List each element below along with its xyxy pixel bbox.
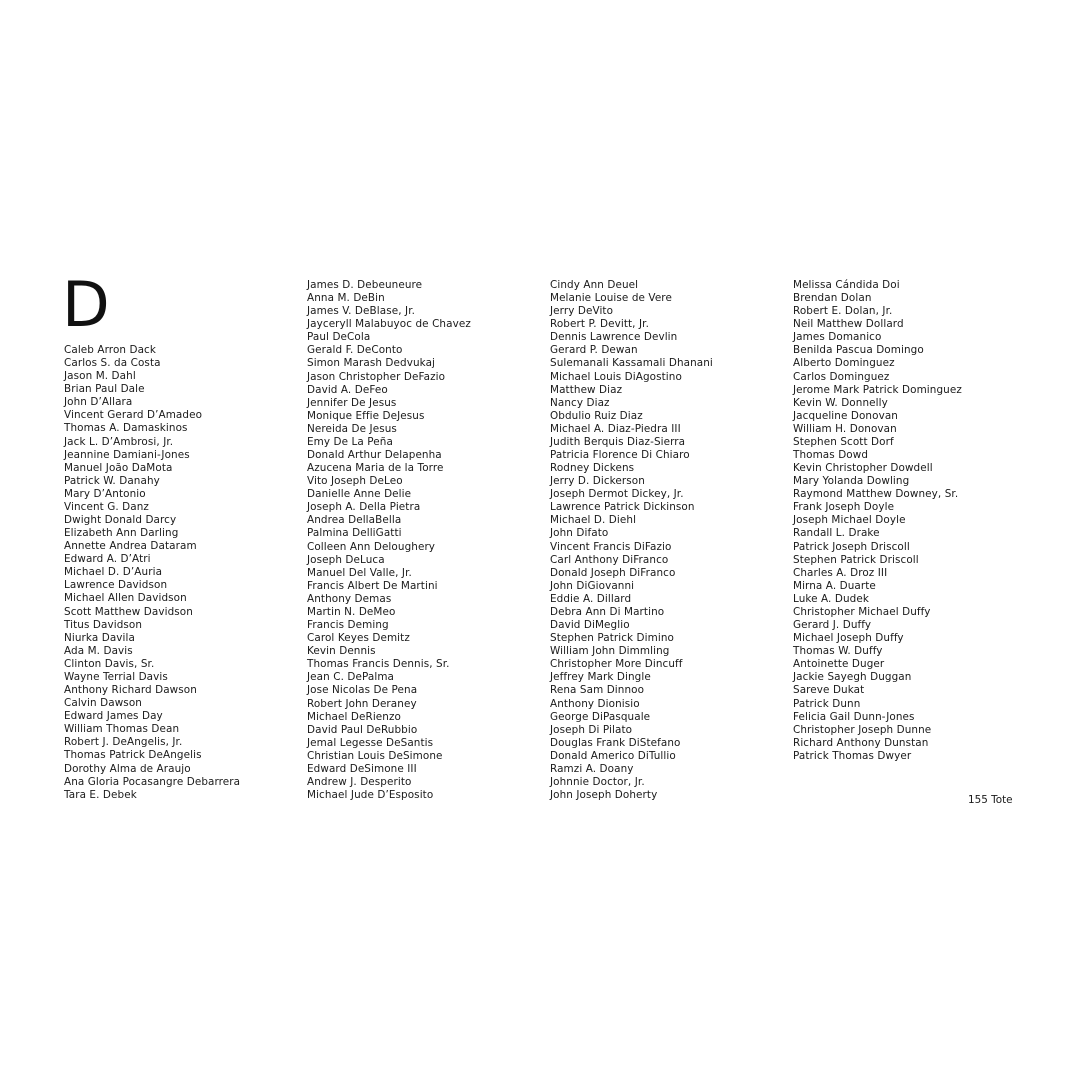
name-entry: Charles A. Droz III — [793, 566, 888, 579]
name-entry: Palmina DelliGatti — [307, 527, 402, 540]
name-entry: Judith Berquis Diaz-Sierra — [550, 435, 686, 448]
name-entry: Obdulio Ruiz Diaz — [550, 409, 643, 422]
name-entry: Carol Keyes Demitz — [307, 632, 410, 645]
name-entry: John DiGiovanni — [550, 579, 635, 592]
name-entry: Jose Nicolas De Pena — [307, 684, 418, 697]
name-column-1 — [64, 344, 240, 802]
name-entry: James V. DeBlase, Jr. — [307, 305, 416, 318]
name-entry: Carl Anthony DiFranco — [550, 553, 669, 566]
name-entry: Raymond Matthew Downey, Sr. — [793, 488, 959, 501]
section-letter: D — [62, 268, 110, 341]
name-entry: Francis Albert De Martini — [307, 579, 438, 592]
name-entry: Felicia Gail Dunn-Jones — [793, 710, 915, 723]
name-entry: Dennis Lawrence Devlin — [550, 331, 678, 344]
name-entry: Anthony Dionisio — [550, 697, 640, 710]
name-entry: Michael A. Diaz-Piedra III — [550, 422, 681, 435]
name-entry: Gerard P. Dewan — [550, 344, 638, 357]
name-entry: Jason M. Dahl — [64, 370, 136, 383]
name-entry: Jason Christopher DeFazio — [307, 370, 446, 383]
name-entry: Michael DeRienzo — [307, 710, 401, 723]
name-entry: Thomas A. Damaskinos — [64, 422, 188, 435]
name-entry: Luke A. Dudek — [793, 592, 869, 605]
name-entry: Andrew J. Desperito — [307, 775, 412, 788]
name-entry: James D. Debeuneure — [307, 279, 423, 291]
name-entry: Paul DeCola — [307, 331, 371, 344]
name-entry: Jerry D. Dickerson — [550, 475, 645, 488]
page-footer — [968, 794, 1013, 807]
name-entry: Rena Sam Dinnoo — [550, 684, 645, 697]
name-entry: Christian Louis DeSimone — [307, 749, 443, 762]
name-entry: Benilda Pascua Domingo — [793, 344, 924, 357]
name-entry: Anna M. DeBin — [307, 292, 385, 305]
name-entry: Vincent G. Danz — [64, 500, 149, 513]
name-entry: Richard Anthony Dunstan — [793, 736, 929, 749]
name-entry: Matthew Diaz — [550, 383, 623, 396]
name-entry: Christopher More Dincuff — [550, 658, 683, 671]
name-entry: Patricia Florence Di Chiaro — [550, 449, 690, 462]
name-entry: Alberto Dominguez — [793, 357, 895, 370]
name-entry: Robert E. Dolan, Jr. — [793, 305, 893, 318]
name-entry: Thomas Patrick DeAngelis — [64, 749, 202, 762]
name-entry: Jerry DeVito — [550, 305, 614, 318]
name-entry: Joseph Di Pilato — [550, 723, 633, 736]
name-entry: Niurka Davila — [64, 631, 135, 644]
name-entry: Ada M. Davis — [64, 644, 133, 657]
name-entry: Robert J. DeAngelis, Jr. — [64, 736, 183, 749]
name-entry: Kevin Dennis — [307, 645, 376, 658]
name-entry: Monique Effie DeJesus — [307, 409, 425, 422]
name-entry: Eddie A. Dillard — [550, 592, 632, 605]
name-entry: Donald Americo DiTullio — [550, 749, 676, 762]
name-entry: George DiPasquale — [550, 710, 651, 723]
name-entry: Vincent Francis DiFazio — [550, 540, 672, 553]
name-entry: Anthony Richard Dawson — [64, 684, 197, 697]
name-entry: William Thomas Dean — [64, 723, 180, 736]
name-entry: Mirna A. Duarte — [793, 579, 876, 592]
name-entry: Carlos S. da Costa — [64, 357, 161, 370]
name-entry: Danielle Anne Delie — [307, 488, 412, 501]
name-entry: Melissa Cándida Doi — [793, 279, 900, 291]
name-entry: Simon Marash Dedvukaj — [307, 357, 436, 370]
name-entry: Stephen Scott Dorf — [793, 435, 894, 448]
name-entry: Antoinette Duger — [793, 658, 885, 671]
name-entry: Thomas W. Duffy — [793, 645, 883, 658]
name-entry: Anthony Demas — [307, 592, 392, 605]
name-entry: Jackie Sayegh Duggan — [793, 671, 912, 684]
name-entry: Debra Ann Di Martino — [550, 605, 665, 618]
name-entry: Sareve Dukat — [793, 684, 865, 697]
name-entry: Michael D. D’Auria — [64, 566, 163, 579]
name-entry: Cindy Ann Deuel — [550, 279, 639, 291]
name-entry: Patrick W. Danahy — [64, 474, 160, 487]
name-entry: Lawrence Patrick Dickinson — [550, 501, 695, 514]
name-entry: Edward DeSimone III — [307, 762, 417, 775]
name-entry: Michael D. Diehl — [550, 514, 637, 527]
name-entry: Johnnie Doctor, Jr. — [550, 775, 645, 788]
name-entry: Jean C. DePalma — [307, 671, 395, 684]
name-entry: Andrea DellaBella — [307, 514, 402, 527]
name-entry: Patrick Joseph Driscoll — [793, 540, 910, 553]
running-footer: Tote — [991, 794, 1013, 806]
name-entry: Brian Paul Dale — [64, 383, 145, 396]
name-entry: Christopher Joseph Dunne — [793, 723, 932, 736]
name-entry: Jennifer De Jesus — [307, 396, 397, 409]
name-entry: Vito Joseph DeLeo — [307, 475, 403, 488]
name-entry: Michael Jude D’Esposito — [307, 789, 434, 802]
name-entry: Jayceryll Malabuyoc de Chavez — [307, 318, 471, 331]
name-entry: Jerome Mark Patrick Dominguez — [793, 383, 962, 396]
name-entry: Dorothy Alma de Araujo — [64, 762, 191, 775]
name-entry: Joseph DeLuca — [307, 553, 385, 566]
name-entry: Stephen Patrick Driscoll — [793, 553, 919, 566]
name-entry: Donald Joseph DiFranco — [550, 566, 676, 579]
name-entry: William H. Donovan — [793, 422, 897, 435]
name-entry: Edward James Day — [64, 710, 163, 723]
name-entry: Patrick Dunn — [793, 697, 861, 710]
name-column-2 — [307, 279, 471, 802]
name-entry: Nereida De Jesus — [307, 422, 397, 435]
name-entry: James Domanico — [793, 331, 882, 344]
name-column-3 — [550, 279, 713, 802]
name-entry: David DiMeglio — [550, 619, 630, 632]
name-entry: Gerard J. Duffy — [793, 619, 872, 632]
name-entry: Wayne Terrial Davis — [64, 670, 168, 683]
name-entry: Colleen Ann Deloughery — [307, 540, 436, 553]
name-entry: Joseph Michael Doyle — [793, 514, 906, 527]
name-entry: William John Dimmling — [550, 645, 670, 658]
name-entry: Stephen Patrick Dimino — [550, 632, 674, 645]
name-entry: Manuel Del Valle, Jr. — [307, 566, 412, 579]
name-entry: Scott Matthew Davidson — [64, 605, 193, 618]
name-entry: Jeffrey Mark Dingle — [550, 671, 651, 684]
name-entry: Melanie Louise de Vere — [550, 292, 672, 305]
name-entry: Azucena Maria de la Torre — [307, 462, 444, 475]
name-entry: Gerald F. DeConto — [307, 344, 403, 357]
name-entry: Neil Matthew Dollard — [793, 318, 904, 331]
name-entry: Michael Joseph Duffy — [793, 632, 904, 645]
name-entry: Kevin W. Donnelly — [793, 396, 888, 409]
name-entry: Randall L. Drake — [793, 527, 880, 540]
name-entry: Joseph A. Della Pietra — [307, 501, 421, 514]
name-entry: Caleb Arron Dack — [64, 344, 156, 356]
name-entry: Thomas Dowd — [793, 449, 869, 462]
name-entry: Mary D’Antonio — [64, 487, 146, 500]
name-entry: Emy De La Peña — [307, 435, 393, 448]
name-entry: Elizabeth Ann Darling — [64, 527, 179, 540]
name-entry: Lawrence Davidson — [64, 579, 168, 592]
name-entry: Robert P. Devitt, Jr. — [550, 318, 649, 331]
name-entry: Kevin Christopher Dowdell — [793, 462, 933, 475]
name-entry: Clinton Davis, Sr. — [64, 657, 155, 670]
name-entry: Titus Davidson — [64, 618, 143, 631]
name-entry: Donald Arthur Delapenha — [307, 449, 442, 462]
name-entry: Edward A. D’Atri — [64, 553, 151, 566]
name-entry: Jeannine Damiani-Jones — [64, 448, 190, 461]
name-entry: John D’Allara — [64, 396, 133, 409]
name-entry: Ramzi A. Doany — [550, 762, 634, 775]
page-number: 155 — [968, 794, 988, 806]
name-entry: Thomas Francis Dennis, Sr. — [307, 658, 450, 671]
name-entry: Patrick Thomas Dwyer — [793, 749, 912, 762]
name-entry: Frank Joseph Doyle — [793, 501, 895, 514]
name-entry: David Paul DeRubbio — [307, 723, 418, 736]
name-entry: Joseph Dermot Dickey, Jr. — [550, 488, 684, 501]
name-entry: John Difato — [550, 527, 609, 540]
name-column-4 — [793, 279, 962, 763]
name-entry: Tara E. Debek — [64, 788, 137, 801]
name-entry: Douglas Frank DiStefano — [550, 736, 681, 749]
name-entry: Jack L. D’Ambrosi, Jr. — [64, 435, 174, 448]
name-entry: Brendan Dolan — [793, 292, 872, 305]
name-entry: Francis Deming — [307, 619, 389, 632]
name-entry: Manuel João DaMota — [64, 461, 173, 474]
name-entry: Martin N. DeMeo — [307, 605, 396, 618]
name-entry: Sulemanali Kassamali Dhanani — [550, 357, 713, 370]
name-entry: David A. DeFeo — [307, 383, 388, 396]
name-entry: Annette Andrea Dataram — [64, 540, 197, 553]
name-entry: Michael Louis DiAgostino — [550, 370, 682, 383]
name-entry: Robert John Deraney — [307, 697, 417, 710]
name-entry: Rodney Dickens — [550, 462, 635, 475]
name-entry: Carlos Dominguez — [793, 370, 890, 383]
name-entry: Ana Gloria Pocasangre Debarrera — [64, 775, 241, 788]
name-entry: Dwight Donald Darcy — [64, 514, 177, 527]
name-entry: Vincent Gerard D’Amadeo — [64, 409, 203, 422]
name-entry: Nancy Diaz — [550, 396, 610, 409]
name-entry: Christopher Michael Duffy — [793, 605, 931, 618]
name-entry: Mary Yolanda Dowling — [793, 475, 910, 488]
name-entry: John Joseph Doherty — [550, 789, 658, 802]
name-entry: Jemal Legesse DeSantis — [307, 736, 434, 749]
name-entry: Michael Allen Davidson — [64, 592, 187, 605]
name-entry: Jacqueline Donovan — [793, 409, 898, 422]
name-entry: Calvin Dawson — [64, 697, 142, 710]
